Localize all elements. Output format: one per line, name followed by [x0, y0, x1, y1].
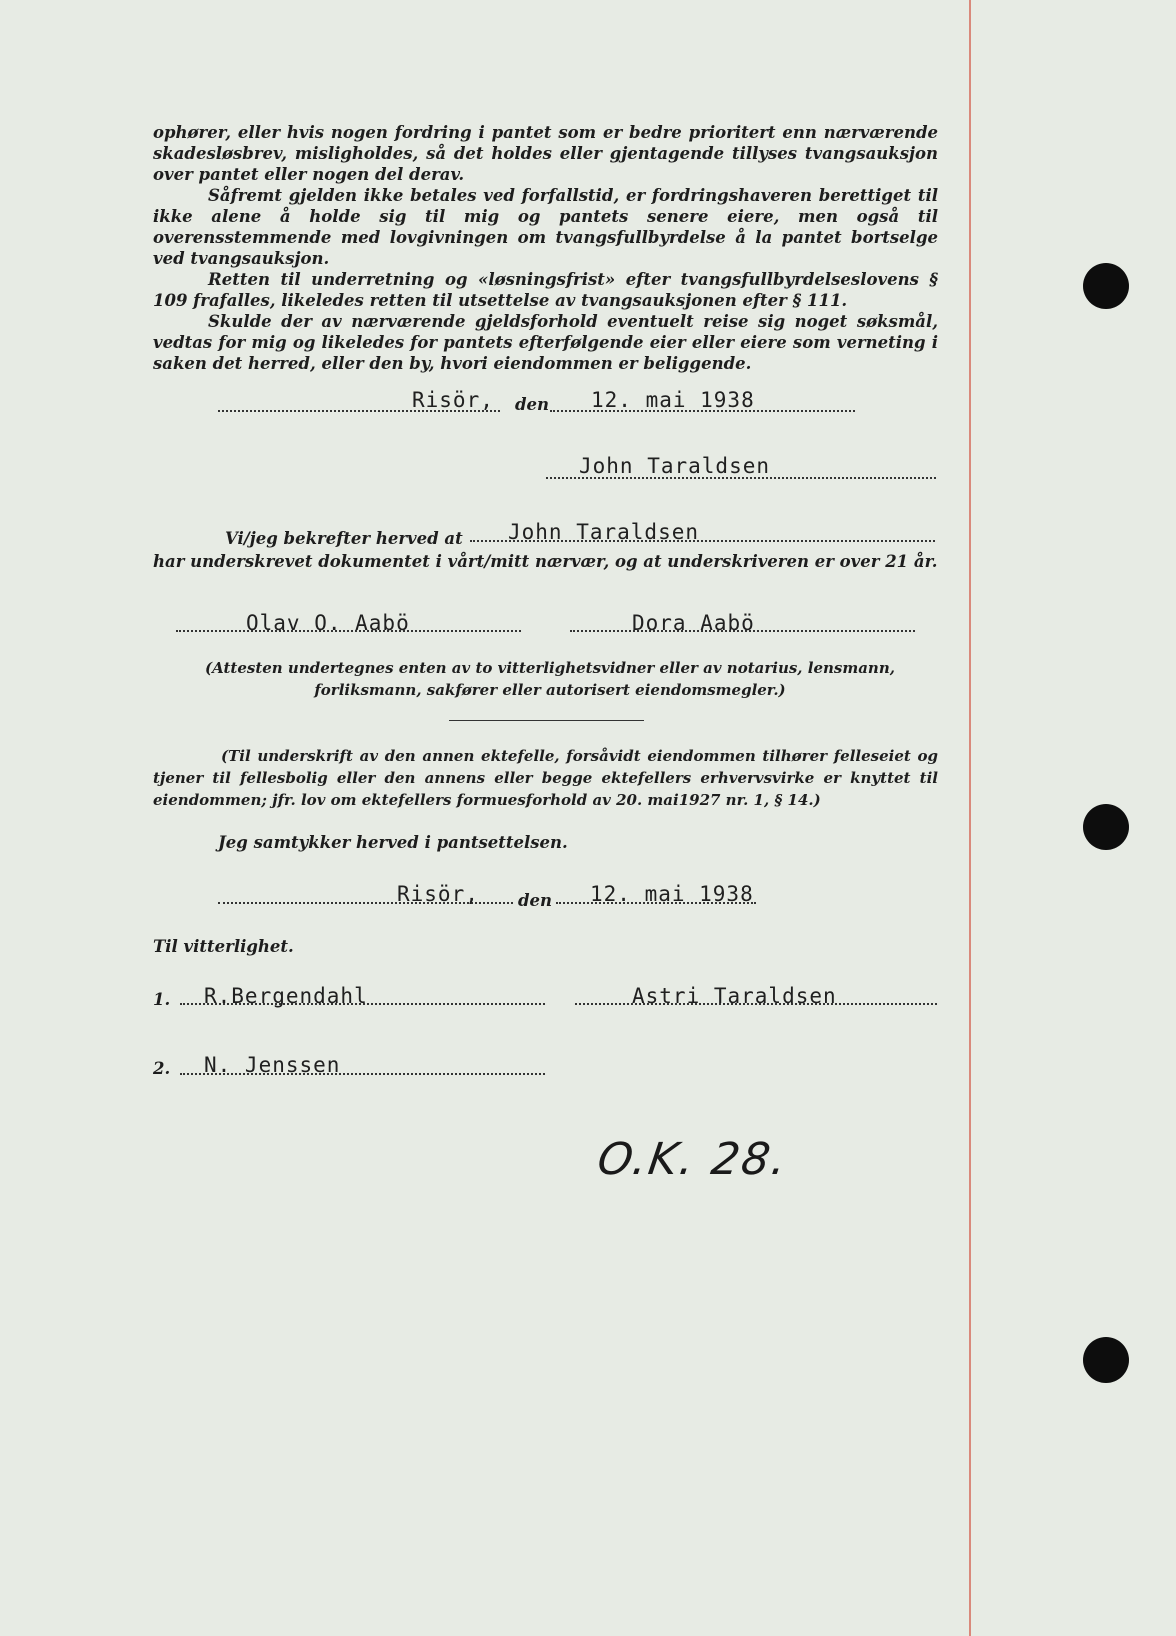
- paragraph-1: ophører, eller hvis nogen fordring i pantet som er bedre prioritert enn nærværende skadesløsbrev, misligholdes, så det holdes eller gjentagende tillyses tvangsauksjon over pantet eller nogen del derav.: [153, 123, 938, 184]
- witness-row-1-left: R.Bergendahl: [204, 984, 368, 1008]
- handwritten-mark: O.K. 28.: [594, 1134, 792, 1185]
- paragraph-3: Retten til underretning og «løsningsfrist» efter tvangsfullbyrdelseslovens § 109 frafalles, likeledes retten til utsettelse av tvangsauksjonen efter § 111.: [153, 270, 938, 310]
- witness-right: Dora Aabö: [632, 611, 755, 635]
- signature-1: John Taraldsen: [579, 454, 771, 478]
- body-text: [153, 122, 938, 374]
- date-2-den-label: den: [518, 891, 553, 910]
- divider: [449, 720, 644, 721]
- confirm-name: John Taraldsen: [508, 520, 700, 544]
- paragraph-4: Skulde der av nærværende gjeldsforhold eventuelt reise sig noget søksmål, vedtas for mig og likeledes for pantets efterfølgende eier eller eiere som verneting i saken det herred, eller den by, hvori eiendommen er beliggende.: [153, 312, 938, 373]
- consent-text: Jeg samtykker herved i pantsettelsen.: [218, 833, 568, 852]
- witness-left: Olav O. Aabö: [246, 611, 410, 635]
- witness-row-2-left: N. Jenssen: [204, 1053, 341, 1077]
- punch-hole-top: [1083, 263, 1129, 309]
- punch-hole-middle: [1083, 804, 1129, 850]
- date-2-date: 12. mai 1938: [590, 882, 754, 906]
- confirm-line-2: har underskrevet dokumentet i vårt/mitt nærvær, og at underskriveren er over 21 år.: [153, 552, 938, 571]
- attest-note: (Attesten undertegnes enten av to vitterlighetsvidner eller av notarius, lensmann, forliksmann, sakfører eller autorisert eiendomsmegler.): [205, 659, 895, 699]
- date-1-place: Risör,: [412, 388, 494, 412]
- witness-row-1-right: Astri Taraldsen: [632, 984, 837, 1008]
- til-vitterlighet: Til vitterlighet.: [153, 937, 294, 956]
- witness-row-2-num: 2.: [153, 1059, 171, 1078]
- date-1-den-label: den: [515, 395, 550, 414]
- margin-rule: [969, 0, 971, 1636]
- punch-hole-bottom: [1083, 1337, 1129, 1383]
- spouse-note: (Til underskrift av den annen ektefelle, forsåvidt eiendommen tilhører felleseiet og tjener til fellesbolig eller den annens eller begge ektefellers erhvervsvirke er knyttet til eiendommen; jfr. lov om ektefellers formuesforhold av 20. mai1927 nr. 1, § 14.): [153, 747, 938, 809]
- confirm-prefix: Vi/jeg bekrefter herved at: [225, 529, 463, 548]
- date-1-date: 12. mai 1938: [591, 388, 755, 412]
- witness-row-1-num: 1.: [153, 990, 171, 1009]
- paragraph-2: Såfremt gjelden ikke betales ved forfallstid, er fordringshaveren berettiget til ikke alene å holde sig til mig og pantets senere eiere, men også til overensstemmende med lovgivningen om tvangsfullbyrdelse å la pantet bortselge ved tvangsauksjon.: [153, 186, 938, 268]
- signature-1-line: [546, 477, 936, 479]
- date-2-place: Risör,: [397, 882, 479, 906]
